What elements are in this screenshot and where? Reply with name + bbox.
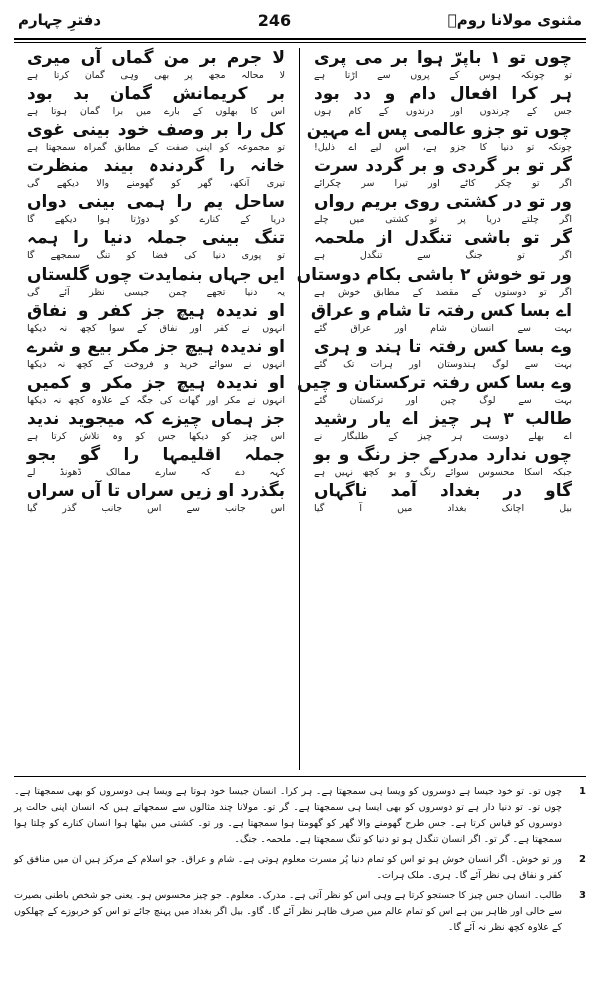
verse-text: گر تو بر گردی و بر گردد سرت bbox=[314, 156, 572, 177]
verse-text: ساحل یم را ہمی بینی دواں bbox=[27, 192, 285, 213]
page-header bbox=[18, 4, 582, 36]
verse-text: چوں ندارد مدرکے جز رنگ و بو bbox=[314, 445, 572, 466]
footnote-number: 2 bbox=[579, 854, 586, 865]
translation-text: چونکہ تو دنیا کا جزو ہے، اس لیے اے ذلیل! bbox=[314, 142, 572, 154]
translation-text: تو چونکہ ہوس کے پروں سے اڑتا ہے bbox=[314, 70, 572, 81]
verse-text: طالب ۳ ہر چیز اے یار رشید bbox=[314, 408, 572, 429]
verse-columns bbox=[14, 48, 586, 770]
verse-text: تنگ بینی جملہ دنیا را ہمہ bbox=[27, 228, 285, 249]
translation-text: انہوں نے مکر اور گھات کی جگہ کے علاوہ کچھ نہ دیکھا bbox=[27, 394, 285, 406]
verse-text: لا جرم بر من گماں آں میری bbox=[27, 48, 285, 68]
verse-text: او ندیدہ ہیچ جز مکر بیع و شرے bbox=[27, 336, 285, 357]
verse-text: چوں تو جزو عالمی پس اے مہین bbox=[306, 120, 572, 141]
couplet-line bbox=[300, 84, 586, 120]
verse-text: اے بسا کس رفتہ تا شام و عراق bbox=[310, 300, 572, 321]
verse-text: جز ہماں چیزے کہ میجوید ندید bbox=[27, 408, 285, 429]
verse-text: وے بسا کس رفتہ ترکستان و چیں bbox=[297, 372, 572, 393]
translation-text: اس کا بھلوں کے بارے میں برا گمان ہوتا ہے bbox=[27, 106, 285, 118]
couplet-line bbox=[13, 265, 299, 301]
footnote-separator bbox=[14, 776, 586, 777]
translation-text: اگر تو جنگ سے تنگدل ہے bbox=[314, 250, 572, 262]
verse-text: ایں جہاں بنمایدت چوں گلستاں bbox=[26, 264, 285, 285]
verse-text: گر تو باشی تنگدل از ملحمہ bbox=[314, 228, 572, 249]
footnote-text: چوں تو۔ تو خود جیسا ہے دوسروں کو ویسا ہی سمجھتا ہے۔ ہر کرا۔ انسان جیسا خود ہوتا ہے ویسا ہی دوسروں کو بھی سمجھتا ہے۔ چوں تو۔ تو دنیا دار ہے تو دوسروں کو بھی ایسا ہی سمجھتا ہے۔ گر تو۔ مولانا چند مثالوں سے سمجھاتے ہیں کہ انسان اپنی حالت پر دوسروں کو قیاس کرتا ہے۔ جس طرح گھومنے والا گھر کو گھومتا ہوا سمجھتا ہے۔ ور تو۔ کشتی میں بیٹھا ہوا انسان کنارے کو چلتا ہوا سمجھتا ہے۔ گر تو۔ اگر انسان تنگدل ہو تو دنیا کو تنگ سمجھتا ہے۔ ملحمہ۔ جنگ۔ bbox=[14, 786, 562, 845]
translation-text: جس کے چرندوں اور درندوں کے کام ہوں bbox=[314, 106, 572, 118]
couplet-line bbox=[300, 228, 586, 264]
couplet-line bbox=[300, 301, 586, 337]
footnote-text: طالب۔ انسان جس چیز کا جستجو کرتا ہے وہی اس کو نظر آتی ہے۔ مدرک۔ معلوم۔ جو چیز محسوس ہو۔ یعنی جو شخص باطنی بصیرت سے خالی اور ظاہر بین ہے اس کو تمام عالم میں صرف ظاہر نظر آئے گا۔ گاو۔ بیل اگر بغداد میں پہنچ جائے تو اس کو خربوزے کے چھلکوں کے علاوہ کچھ نظر نہ آئے گا۔ bbox=[14, 890, 562, 933]
verse-text: جملہ اقلیمہا را گو بجو bbox=[27, 445, 285, 466]
couplet-line bbox=[297, 372, 586, 409]
translation-text: بہت سے لوگ ہندوستان اور ہرات تک گئے bbox=[314, 358, 572, 370]
footnote bbox=[14, 784, 586, 848]
verse-text: او ندیدہ ہیچ جز کفر و نفاق bbox=[27, 300, 285, 321]
verse-text: بر کریمانش گمان بد بود bbox=[27, 84, 285, 105]
translation-text: تو پوری دنیا کی فضا کو تنگ سمجھے گا bbox=[27, 250, 285, 262]
footnote-number: 3 bbox=[579, 890, 586, 901]
couplet-line bbox=[13, 301, 299, 337]
verse-text: ور تو در کشتی روی بریم رواں bbox=[314, 192, 572, 213]
verse-text: گاو در بغداد آمد ناگہاں bbox=[314, 481, 572, 502]
right-column bbox=[296, 48, 586, 770]
verse-text: خانہ را گردندہ بیند منظرت bbox=[27, 156, 285, 177]
footnote-number: 1 bbox=[579, 786, 586, 797]
volume-label: دفترِ چہارم bbox=[18, 11, 102, 29]
translation-text: دریا کے کنارے کو دوڑتا ہوا دیکھے گا bbox=[27, 214, 285, 226]
couplet-line bbox=[296, 264, 586, 301]
footnote bbox=[14, 852, 586, 884]
translation-text: بیل اچانک بغداد میں آ گیا bbox=[314, 503, 572, 515]
translation-text: کہہ دے کہ سارے ممالک ڈھونڈ لے bbox=[27, 467, 285, 479]
verse-text: چوں تو ۱ باپرّ ہوا بر می پری bbox=[314, 48, 572, 68]
couplet-line bbox=[13, 48, 299, 84]
couplet-line bbox=[13, 445, 299, 481]
translation-text: اگر تو دوستوں کے مقصد کے مطابق خوش ہے bbox=[314, 286, 572, 298]
translation-text: لا محالہ مجھ پر بھی وہی گمان کرتا ہے bbox=[27, 70, 285, 81]
translation-text: جبکہ اسکا محسوس سوائے رنگ و بو کچھ نہیں ہے bbox=[314, 467, 572, 479]
verse-text: ور تو خوش ۲ باشی بکام دوستاں bbox=[296, 264, 572, 285]
translation-text: اگر تو چکر کاٹے اور تیرا سر چکرائے bbox=[314, 178, 572, 190]
footnotes bbox=[14, 784, 586, 999]
translation-text: اے بھلے دوست ہر چیز کے طلبگار نے bbox=[314, 430, 572, 442]
couplet-line bbox=[300, 337, 586, 373]
left-column bbox=[13, 48, 299, 770]
verse-text: او ندیدہ ہیچ جز مکر و کمیں bbox=[27, 372, 285, 393]
verse-text: بگذرد او زیں سراں تا آں سراں bbox=[27, 481, 285, 502]
couplet-line bbox=[13, 192, 299, 228]
couplet-line bbox=[300, 192, 586, 228]
couplet-line bbox=[13, 481, 299, 517]
page-number: 246 bbox=[257, 10, 292, 30]
translation-text: یہ دنیا تجھے چمن جیسی نظر آئے گی bbox=[27, 286, 285, 298]
couplet-line bbox=[300, 156, 586, 192]
footnote-text: ور تو خوش۔ اگر انسان خوش ہو تو اس کو تمام دنیا پُر مسرت معلوم ہوتی ہے۔ شام و عراق۔ جو اسلام کے مرکز ہیں ان میں منافق کو کفر و نفاق ہی نظر آئے گا۔ ہری۔ ملک ہرات۔ bbox=[14, 854, 562, 881]
translation-text: بہت سے انسان شام اور عراق گئے bbox=[314, 322, 572, 334]
translation-text: اس چیز کو دیکھا جس کو وہ تلاش کرتا ہے bbox=[27, 430, 285, 442]
header-rule-thin bbox=[14, 42, 586, 43]
couplet-line bbox=[300, 481, 586, 517]
translation-text: انہوں نے کفر اور نفاق کے سوا کچھ نہ دیکھا bbox=[27, 322, 285, 334]
couplet-line bbox=[13, 156, 299, 192]
couplet-line bbox=[13, 120, 299, 156]
couplet-line bbox=[13, 228, 299, 264]
couplet-line bbox=[13, 409, 299, 445]
translation-text: تو مجموعہ کو اپنی صفت کے مطابق گمراہ سمجھتا ہے bbox=[27, 142, 285, 154]
book-title: مثنوی مولانا رومؒ bbox=[447, 11, 582, 29]
couplet-line bbox=[13, 337, 299, 373]
verse-text: ہر کرا افعال دام و دد بود bbox=[314, 84, 572, 105]
translation-text: انہوں نے سوائے خرید و فروخت کے کچھ نہ دیکھا bbox=[27, 358, 285, 370]
couplet-line bbox=[300, 409, 586, 445]
couplet-line bbox=[13, 84, 299, 120]
couplet-line bbox=[300, 445, 586, 481]
translation-text: اگر چلتے دریا پر تو کشتی میں چلے bbox=[314, 214, 572, 226]
footnote bbox=[14, 888, 586, 936]
couplet-line bbox=[300, 120, 586, 156]
translation-text: تیری آنکھ، گھر کو گھومنے والا دیکھے گی bbox=[27, 178, 285, 190]
verse-text: کل را بر وصف خود بینی غوی bbox=[27, 120, 285, 141]
verse-text: وے بسا کس رفتہ تا ہند و ہری bbox=[314, 336, 572, 357]
header-rule bbox=[14, 38, 586, 40]
translation-text: بہت سے لوگ چین اور ترکستان گئے bbox=[314, 394, 572, 406]
couplet-line bbox=[300, 48, 586, 84]
translation-text: اس جانب سے اس جانب گذر گیا bbox=[27, 503, 285, 515]
couplet-line bbox=[13, 373, 299, 409]
